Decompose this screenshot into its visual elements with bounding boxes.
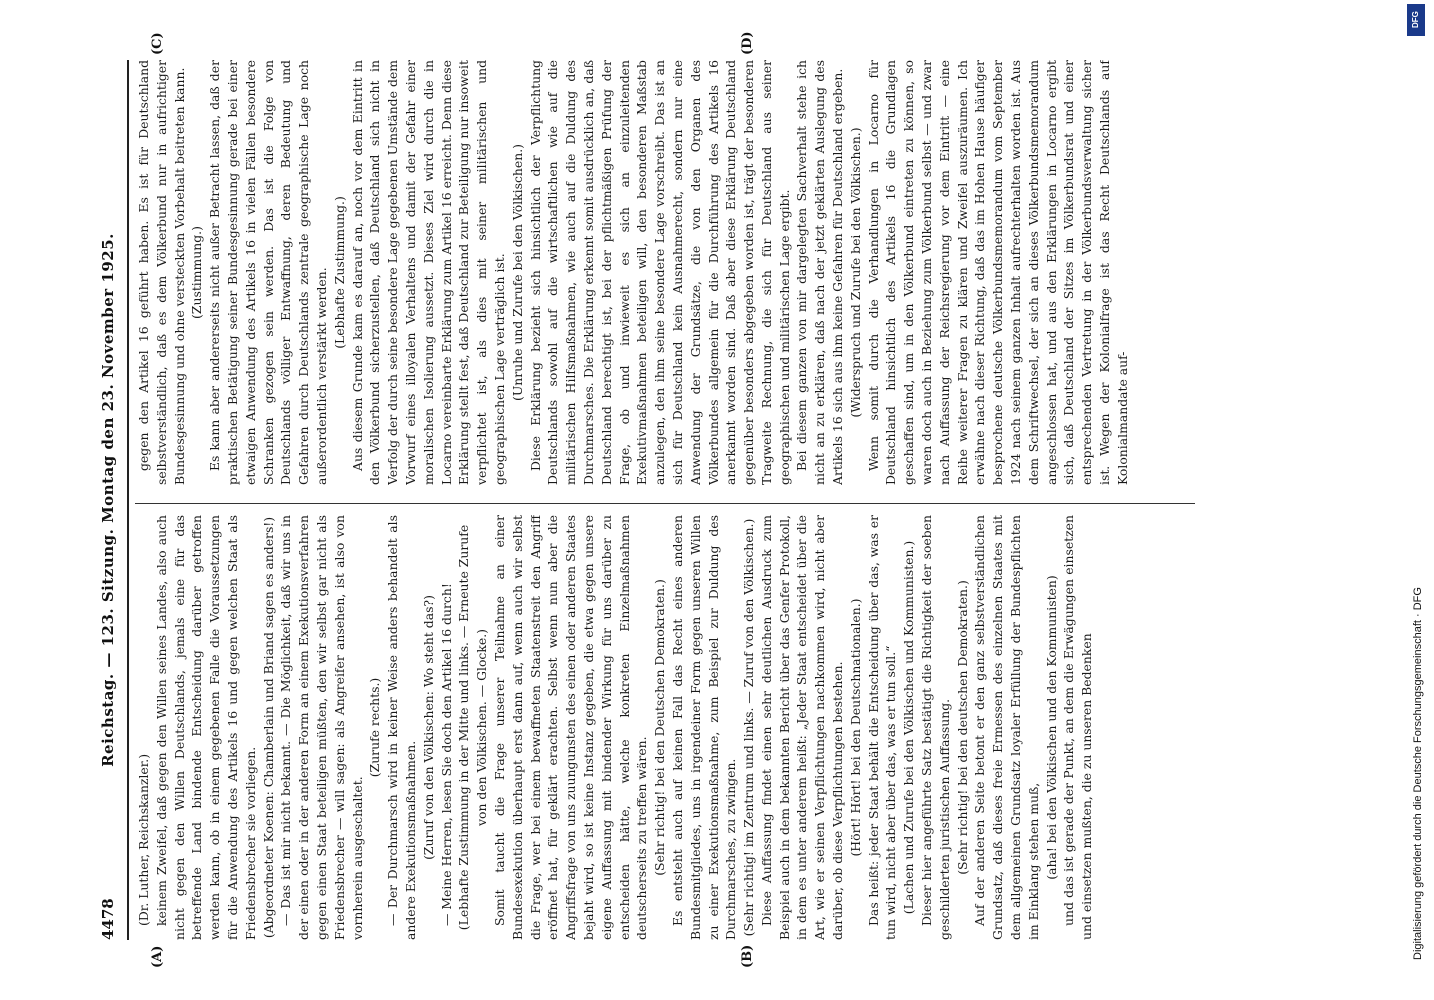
interjection: (aha! bei den Völkischen und den Kommunisten) — [1043, 575, 1059, 880]
column-divider — [135, 503, 1195, 504]
paragraph: — Meine Herren, lesen Sie doch den Artikel 16 durch! — [438, 583, 454, 926]
paragraph: Aus diesem Grunde kam es darauf an, noch vor dem Eintritt in den Völkerbund sicherzustellen, daß Deutschland sich nicht in Verfolg der durch seine besondere Lage gegebenen Umstände dem Vorwurf eines illoyalen Verhaltens und damit der Gefahr einer moralischen Isolierung aussetzt. Dieses Ziel wird durch die in Locarno vereinbarte Erklärung zum Artikel 16 erreicht. Denn diese Erklärung stellt fest, daß Deutschland zur Beteiligung nur insoweit verpflichtet ist, als dies mit seiner militärischen und geographischen Lage verträglich ist. — [349, 60, 507, 485]
margin-marker-c: (C) — [150, 32, 165, 55]
header-rule — [127, 60, 129, 940]
interjection: (Lebhafte Zustimmung in der Mitte und links. — Erneute Zurufe von den Völkischen. — Glocke.) — [456, 524, 490, 931]
interjection: (Widerspruch und Zurufe bei den Völkischen.) — [847, 127, 863, 418]
interjection: (Zurufe rechts.) — [367, 677, 383, 778]
paragraph: — Der Durchmarsch wird in keiner Weise anders behandelt als andere Exekutionsmaßnahmen. — [385, 515, 418, 940]
interjection: (Abgeordneter Koenen: Chamberlain und Briand sagen es anders!) — [260, 516, 276, 939]
paragraph: Es kann aber andererseits nicht außer Betracht lassen, daß der praktischen Betätigung seiner Bundesgesinnung gerade bei einer etwaigen Anwendung des Artikels 16 in vielen Fällen besondere Schranken gezogen sein werden. Das ist die Folge von Deutschlands völliger Entwaffnung, deren Bedeutung und Gefahren durch Deutschlands zentrale geographische Lage noch außerordentlich verstärkt werden. — [207, 60, 329, 485]
paragraph: Das heißt: jeder Staat behält die Entscheidung über das, was er tun wird, nicht aber über das, was er tun soll.“ — [865, 515, 899, 940]
left-text-column — [135, 515, 1195, 940]
interjection: (Zustimmung.) — [189, 226, 205, 319]
margin-marker-a: (A) — [150, 945, 165, 968]
interjection: (Lebhafte Zustimmung.) — [331, 196, 347, 349]
interjection: (Hört! Hört! bei den Deutschnationalen.) — [847, 598, 863, 857]
paragraph: Somit taucht die Frage unserer Teilnahme an einer Bundesexekution überhaupt erst dann auf, wenn auch wir selbst die Frage, wer bei einem bewaffneten Staatenstreit den Angriff eröffnet hat, für geklärt erachten. Selbst wenn nun aber die Angriffsfrage von uns zuungunsten des einen oder anderen Staates bejaht wird, so ist keine Instanz gegeben, die etwa gegen unsere eigene Auffassung mit bindender Wirkung für uns darüber zu entscheiden hätte, welche konkreten Einzelmaßnahmen deutscherseits zu treffen wären. — [491, 515, 650, 940]
paragraph: keinem Zweifel, daß gegen den Willen seines Landes, also auch nicht gegen den Willen Deutschlands, jemals eine für das betreffende Land bindende Entscheidung darüber getroffen werden kann, ob in einem gegebenen Falle die Voraussetzungen für die Anwendung des Artikels 16 und gegen welchen Staat als Friedensbrecher sie vorliegen. — [153, 515, 258, 940]
paragraph: Diese Erklärung bezieht sich hinsichtlich der Verpflichtung Deutschlands sowohl auf die wirtschaftlichen wie auf die militärischen Hilfsmaßnahmen, wie auch auf die Duldung des Durchmarsches. Die Erklärung erkennt somit ausdrücklich an, daß Deutschland berechtigt ist, bei der pflichtmäßigen Prüfung der Frage, ob und inwieweit es sich an einzuleitenden Exekutivmaßnahmen beteiligen will, den besonderen Maßstab anzulegen, den ihm seine besondere Lage vorschreibt. Das ist an sich für Deutschland kein Ausnahmerecht, sondern nur eine Anwendung der Grundsätze, die von den Organen des Völkerbundes allgemein für die Durchführung des Artikels 16 anerkannt worden sind. Daß aber diese Erklärung Deutschland gegenüber besonders abgegeben worden ist, trägt der besonderen Tragweite Rechnung, die sich für Deutschland aus seiner geographischen und militärischen Lage ergibt. — [527, 60, 792, 485]
paragraph: und das ist gerade der Punkt, an dem die Erwägungen einsetzen und einsetzen mußten, die zu unseren Bedenken — [1061, 515, 1095, 940]
interjection: (Unruhe und Zurufe bei den Völkischen.) — [509, 144, 525, 402]
paragraph: — Das ist mir nicht bekannt. — Die Möglichkeit, daß wir uns in der einen oder in der anderen Form an einem Exekutionsverfahren gegen einen Staat beteiligen müßten, den wir selbst gar nicht als Friedensbrecher — will sagen: als Angreifer ansehen, ist also von vornherein ausgeschaltet. — [278, 515, 365, 940]
paragraph: Diese Auffassung findet einen sehr deutlichen Ausdruck zum Beispiel auch in dem bekannten Bericht über das Genfer Protokoll, in dem es unter anderem heißt: „Jeder Staat entscheidet über die Art, wie er seinen Verpflichtungen nachkommen wird, nicht aber darüber, ob diese Verpflichtungen bestehen. — [758, 515, 846, 940]
paragraph: Dieser hier angeführte Satz bestätigt die Richtigkeit der soeben geschilderten juristischen Auffassung. — [919, 515, 952, 940]
digitization-stamp — [1404, 0, 1428, 1000]
interjection: (Sehr richtig! bei den Deutschen Demokraten.) — [652, 579, 668, 876]
interjection: (Sehr richtig! im Zentrum und links. — Zuruf von den Völkischen.) — [741, 518, 757, 937]
paragraph: Es entsteht auch auf keinen Fall das Recht eines anderen Bundesmitgliedes, uns in irgendeiner Form gegen unseren Willen zu einer Exekutionsmaßnahme, zum Beispiel zur Duldung des Durchmarsches, zu zwingen. — [669, 515, 739, 940]
digitization-note: Digitalisierung gefördert durch die Deutsche Forschungsgemeinschaft · DFG — [1412, 587, 1424, 960]
dfg-logo: DFG — [1407, 4, 1425, 36]
paragraph: (Dr. Luther, Reichskanzler.) — [136, 753, 151, 926]
page-title: Reichstag. — 123. Sitzung. Montag den 23. November 1925. — [99, 233, 117, 767]
page-header — [95, 60, 127, 940]
paragraph: Auf der anderen Seite betont er den ganz selbstverständlichen Grundsatz, daß dieses freie Ermessen des einzelnen Staates mit dem allgemeinen Grundsatz loyaler Erfüllung der Bundespflichten im Einklang stehen muß, — [972, 515, 1041, 940]
paragraph: Bei diesem ganzen von mir dargelegten Sachverhalt stehe ich nicht an zu erklären, daß nach der jetzt geklärten Auslegung des Artikels 16 sich aus ihm keine Gefahren für Deutschland ergeben. — [794, 60, 846, 485]
interjection: (Zuruf von den Völkischen: Wo steht das?) — [420, 595, 436, 860]
interjection: (Sehr richtig! bei den deutschen Demokraten.) — [954, 580, 970, 875]
margin-marker-b: (B) — [740, 944, 755, 968]
page-number: 4478 — [99, 898, 117, 940]
paragraph: Wenn somit durch die Verhandlungen in Locarno für Deutschland hinsichtlich des Artikels 16 die Grundlagen geschaffen sind, um in den Völkerbund eintreten zu können, so waren doch auch in Beziehung zum Völkerbund selbst — und zwar nach Auffassung der Reichsregierung vor dem Eintritt — eine Reihe weiterer Fragen zu klären und Zweifel auszuräumen. Ich erwähne nach dieser Richtung, daß das im Hohen Hause häufiger besprochene deutsche Völkerbundsmemorandum vom September 1924 nach seinem ganzen Inhalt aufrechterhalten worden ist. Aus dem Schriftwechsel, der sich an dieses Völkerbundsmemorandum angeschlossen hat, und aus den Erklärungen in Locarno ergibt sich, daß Deutschland der Sitzes im Völkerbundsrat und einer entsprechenden Vertretung in der Völkerbundsverwaltung sicher ist. Wegen der Kolonialfrage ist das Recht Deutschlands auf Kolonialmandate auf- — [865, 60, 1130, 485]
right-text-column — [135, 60, 1195, 485]
interjection: (Lachen und Zurufe bei den Völkischen und Kommunisten.) — [901, 540, 917, 915]
paragraph: gegen den Artikel 16 geführt haben. Es ist für Deutschland selbstverständlich, daß es dem Völkerbund nur in aufrichtiger Bundesgesinnung und ohne versteckten Vorbehalt beitreten kann. — [136, 60, 187, 485]
margin-marker-d: (D) — [740, 31, 755, 55]
